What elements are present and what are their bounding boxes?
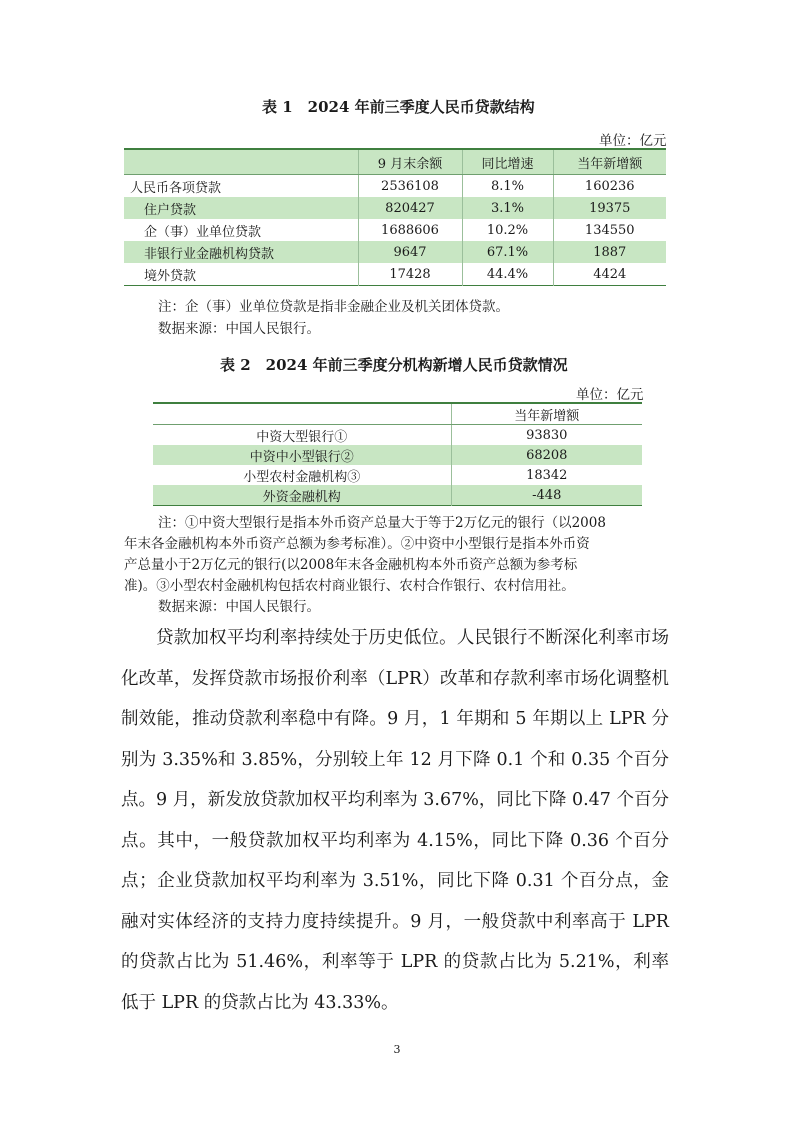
table2 [153,402,642,506]
table2-note-line: 年末各金融机构本外币资产总额为参考标准）。②中资中小型银行是指本外币资 [124,536,590,552]
table1-header-blank [124,149,358,175]
table-row [153,425,642,446]
row-label: 中资大型银行① [256,429,348,445]
row-new: 4424 [553,263,666,286]
row-balance: 9647 [358,241,462,263]
table2-note-line: 准)。③小型农村金融机构包括农村商业银行、农村合作银行、农村信用社。 [124,578,575,594]
table2-note-line: 注：①中资大型银行是指本外币资产总量大于等于2万亿元的银行（以2008 [158,515,606,531]
page-number: 3 [393,1043,401,1056]
table2-source: 数据来源：中国人民银行。 [158,599,320,615]
table1-note: 注：企（事）业单位贷款是指非金融企业及机关团体贷款。 [158,299,509,315]
row-label: 非银行业金融机构贷款 [124,241,358,263]
row-balance: 17428 [358,263,462,286]
table1-unit: 单位：亿元 [599,133,667,149]
row-new: 160236 [553,175,666,198]
row-label: 住户贷款 [124,197,358,219]
row-growth: 44.4% [462,263,553,286]
table2-header-blank [153,403,451,425]
table-row [124,219,666,241]
row-balance: 1688606 [358,219,462,241]
table1-header-row [124,149,666,175]
row-label: 外资金融机构 [153,485,451,506]
row-label: 中资中小型银行② [153,445,451,465]
table1 [124,148,666,286]
row-value: -448 [451,485,642,506]
table1-header-new: 当年新增额 [553,149,666,175]
table-row [153,445,642,465]
table1-source: 数据来源：中国人民银行。 [158,321,320,337]
row-value: 68208 [451,445,642,465]
table2-note-line: 产总量小于2万亿元的银行(以2008年末各金融机构本外币资产总额为参考标 [124,557,578,573]
row-label: 人民币各项贷款 [130,180,222,196]
table-row [153,465,642,485]
table-row [124,175,666,198]
table1-header-growth: 同比增速 [462,149,553,175]
row-growth: 67.1% [462,241,553,263]
row-value: 18342 [451,465,642,485]
table1-title: 表 1 2024 年前三季度人民币贷款结构 [262,98,535,116]
row-label: 企（事）业单位贷款 [144,224,262,240]
table2-unit: 单位：亿元 [576,387,644,403]
row-growth: 3.1% [462,197,553,219]
row-balance: 820427 [358,197,462,219]
row-growth: 8.1% [462,175,553,198]
row-value: 93830 [451,425,642,446]
row-label: 小型农村金融机构③ [243,469,361,485]
table-row [153,485,642,506]
table-row [124,263,666,286]
row-growth: 10.2% [462,219,553,241]
row-balance: 2536108 [358,175,462,198]
row-new: 134550 [553,219,666,241]
row-label: 境外贷款 [144,268,197,284]
row-new: 1887 [553,241,666,263]
row-new: 19375 [553,197,666,219]
table2-title: 表 2 2024 年前三季度分机构新增人民币贷款情况 [220,356,568,374]
table1-header-balance: 9 月末余额 [358,149,462,175]
body-paragraph: 贷款加权平均利率持续处于历史低位。人民银行不断深化利率市场化改革，发挥贷款市场报价利率（LPR）改革和存款利率市场化调整机制效能，推动贷款利率稳中有降。9 月，1 年期和 5 年期以上 LPR 分别为 3.35%和 3.85%，分别较上年 12 月下降 0.1 个和 0.35 个百分点。9 月，新发放贷款加权平均利率为 3.67%，同比下降 0.47 个百分点。其中，一般贷款加权平均利率为 4.15%，同比下降 0.36 个百分点；企业贷款加权平均利率为 3.51%，同比下降 0.31 个百分点，金融对实体经济的支持力度持续提升。9 月，一般贷款中利率高于 LPR 的贷款占比为 51.46%，利率等于 LPR 的贷款占比为 5.21%，利率低于 LPR 的贷款占比为 43.33%。 [121,628,669,1013]
table2-header-new: 当年新增额 [451,403,642,425]
table-row [124,197,666,219]
table2-header-row [153,403,642,425]
table-row [124,241,666,263]
